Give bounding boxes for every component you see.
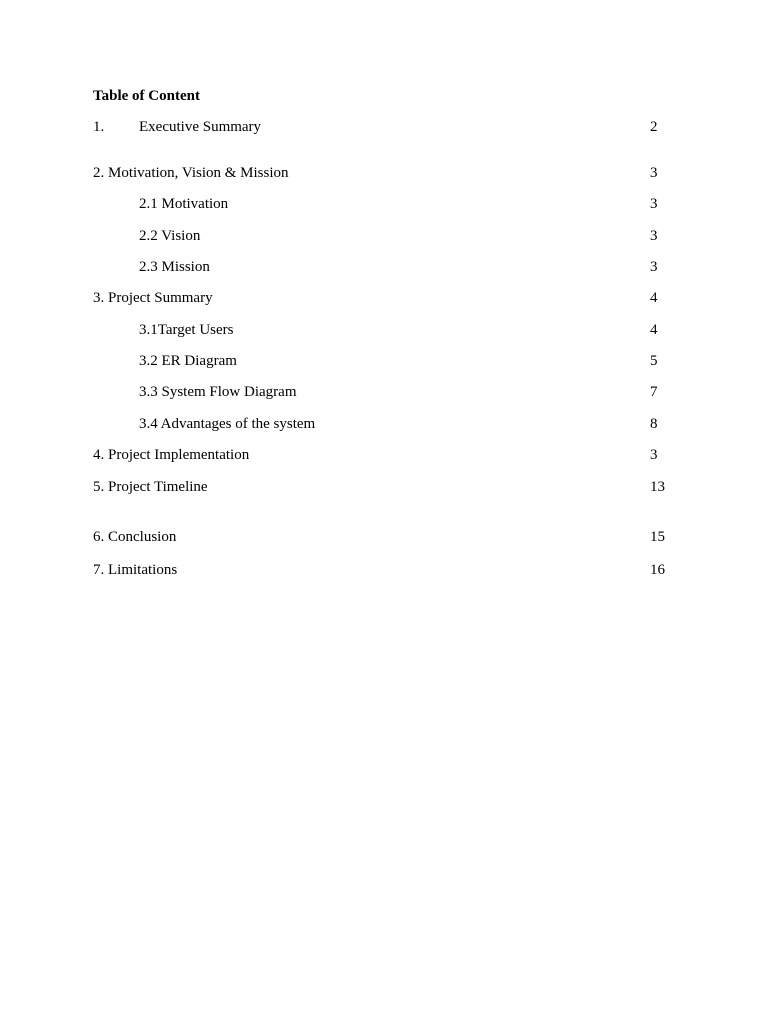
toc-entry-er-diagram	[93, 352, 683, 370]
toc-entry-project-summary	[93, 289, 683, 307]
toc-entry-label: 3.4 Advantages of the system	[139, 416, 316, 432]
toc-entry-motivation	[93, 195, 683, 213]
toc-entry-label: 3.2 ER Diagram	[139, 353, 237, 369]
toc-entry-label: 2. Motivation, Vision & Mission	[93, 165, 289, 181]
toc-entry-page: 15	[650, 529, 665, 545]
toc-entry-label: 7. Limitations	[93, 562, 178, 578]
toc-entry-project-implementation	[93, 446, 683, 464]
toc-entry-page: 3	[650, 165, 658, 181]
toc-entry-project-timeline	[93, 478, 683, 496]
toc-entry-vision	[93, 227, 683, 245]
toc-entry-number: 1.	[93, 119, 105, 135]
toc-entry-page: 3	[650, 228, 658, 244]
toc-entry-advantages	[93, 415, 683, 433]
toc-entry-conclusion	[93, 528, 683, 546]
toc-entry-page: 4	[650, 322, 658, 338]
toc-entry-motivation-vision-mission	[93, 164, 683, 182]
toc-entry-page: 3	[650, 259, 658, 275]
toc-entry-executive-summary	[93, 118, 683, 136]
toc-entry-page: 16	[650, 562, 665, 578]
toc-entry-label: 2.2 Vision	[139, 228, 201, 244]
toc-entry-system-flow-diagram	[93, 383, 683, 401]
toc-entry-label: 6. Conclusion	[93, 529, 177, 545]
toc-entry-page: 2	[650, 119, 658, 135]
toc-entry-page: 5	[650, 353, 658, 369]
toc-entry-label: Executive Summary	[139, 119, 262, 135]
toc-entry-page: 13	[650, 479, 665, 495]
toc-entry-label: 3. Project Summary	[93, 290, 213, 306]
toc-entry-mission	[93, 258, 683, 276]
toc-entry-label: 5. Project Timeline	[93, 479, 208, 495]
toc-entry-label: 2.3 Mission	[139, 259, 210, 275]
toc-entry-limitations	[93, 561, 683, 579]
toc-entry-page: 3	[650, 196, 658, 212]
toc-entry-label: 3.3 System Flow Diagram	[139, 384, 297, 400]
toc-entry-page: 3	[650, 447, 658, 463]
toc-entry-page: 4	[650, 290, 658, 306]
toc-entry-label: 3.1Target Users	[139, 322, 234, 338]
toc-entry-label: 4. Project Implementation	[93, 447, 250, 463]
toc-entry-target-users	[93, 321, 683, 339]
toc-entry-page: 8	[650, 416, 658, 432]
toc-entry-label: 2.1 Motivation	[139, 196, 229, 212]
toc-title: Table of Content	[93, 88, 200, 104]
toc-entry-page: 7	[650, 384, 658, 400]
